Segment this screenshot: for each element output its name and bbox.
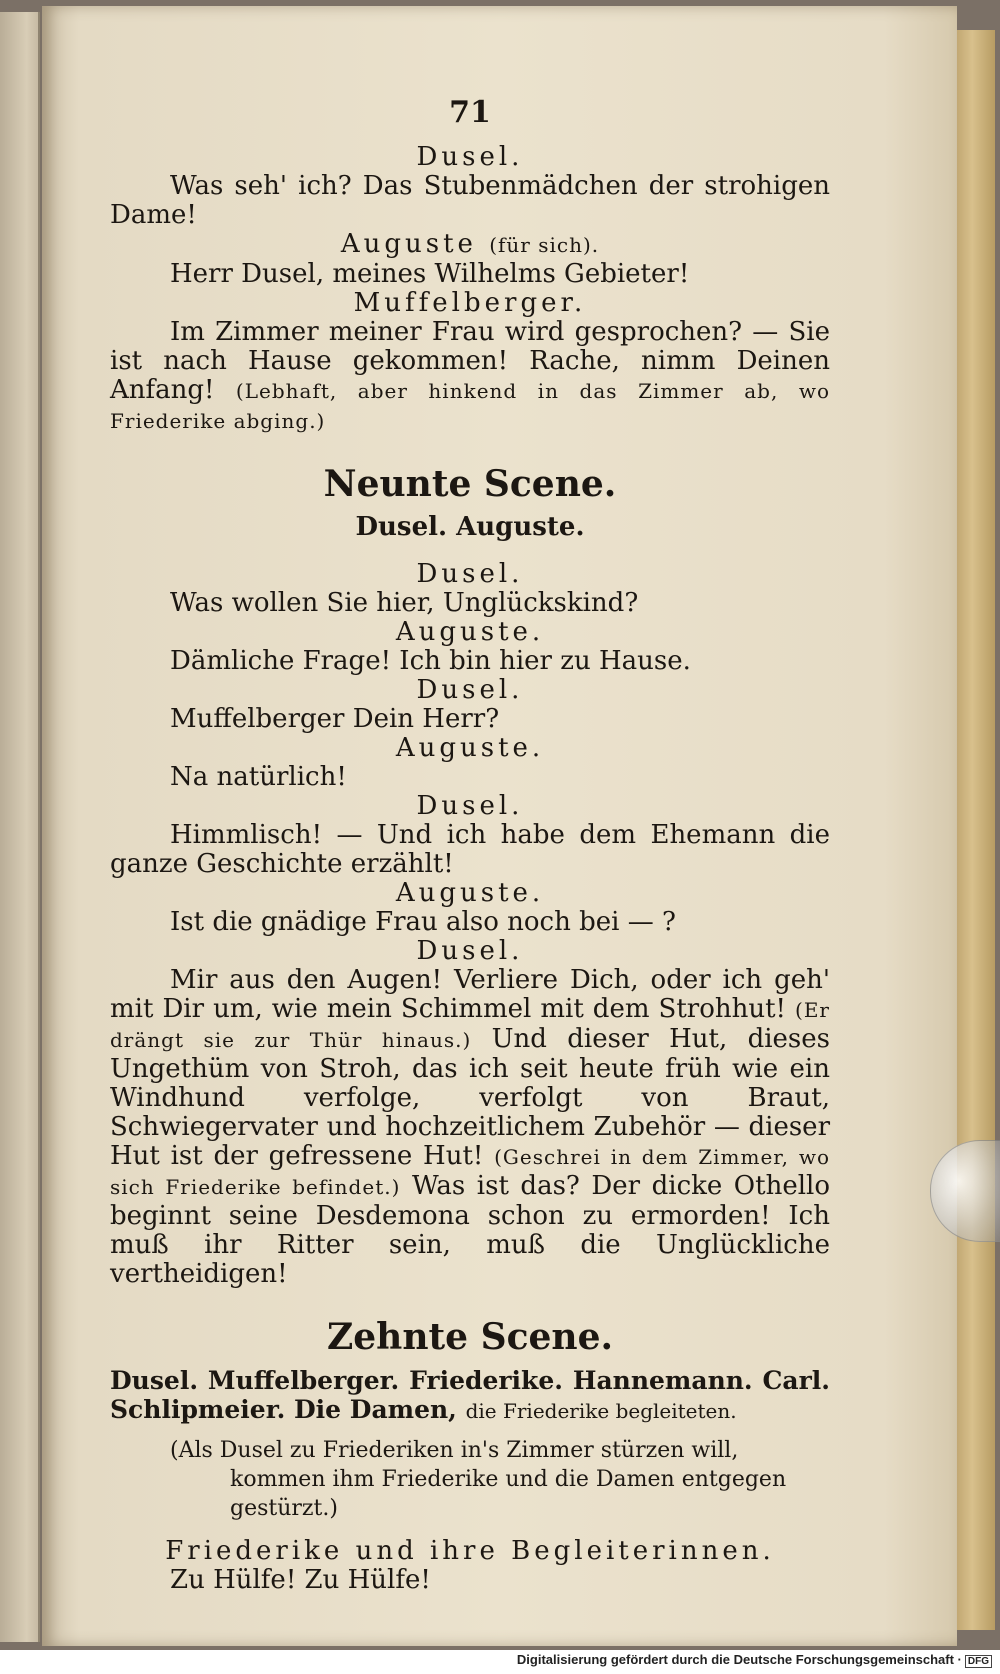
scene-heading: Neunte Scene. [323,463,617,505]
dfg-logo: DFG [965,1655,992,1668]
scene-heading: Zehnte Scene. [326,1316,614,1358]
speaker-auguste [110,230,830,260]
dialogue-line: Ist die gnädige Frau also noch bei — ? [170,907,676,937]
speaker: Friederike und ihre Begleiterinnen. [165,1536,775,1566]
previous-page-edge [0,12,40,1642]
dialogue-line: Himmlisch! — Und ich habe dem Ehemann die ganze Geschichte erzählt! [110,820,830,879]
speaker: Dusel. [416,559,524,589]
dialogue-line: Was seh' ich? Das Stubenmädchen der strohigen Dame! [110,171,830,230]
dialogue-text: Was ist das? Der dicke Othello beginnt seine Desdemona schon zu ermorden! Ich muß ihr Ritter sein, muß die Unglückliche vertheidigen! [110,1171,830,1289]
stage-direction: (Geschrei in dem Zimmer, wo sich Friederike befindet.) [110,1145,831,1199]
stage-direction: (Lebhaft, aber hinkend in das Zimmer ab, wo Friederike abging.) [110,379,830,433]
dialogue-line: Muffelberger Dein Herr? [170,704,500,734]
speaker: Auguste. [395,878,545,908]
stage-direction: (für sich). [489,233,600,257]
digitization-credit [517,1652,992,1667]
speaker-name: Auguste [340,229,477,259]
dialogue-line [110,966,830,1289]
cast-list: Dusel. Muffelberger. Friederike. Hannemann. Carl. Schlipmeier. Die Damen, [110,1366,830,1424]
book-page-edges [957,30,995,1630]
scene-cast: Dusel. Auguste. [355,512,585,542]
page-number: 71 [449,95,491,130]
page-text [110,80,830,1595]
speaker-dusel: Dusel. [416,142,524,172]
dialogue-text: Mir aus den Augen! Verliere Dich, oder ich geh' mit Dir um, wie mein Schimmel mit dem Strohhut! [110,965,830,1024]
dialogue-text: Und dieser Hut, dieses Ungethüm von Stroh, das ich seit heute früh wie ein Windhund verfolge, verfolgt von Braut, Schwiegervater und hochzeitlichem Zubehör — dieser Hut ist der gefressene Hut! [110,1024,830,1171]
dialogue-line: Herr Dusel, meines Wilhelms Gebieter! [170,259,690,289]
scene-dialogue [110,560,830,1289]
dialogue-line: Na natürlich! [170,762,347,792]
dialogue-line [110,318,830,436]
stage-direction: (Als Dusel zu Friederiken in's Zimmer stürzen will, kommen ihm Friederike und die Damen entgegen gestürzt.) [170,1438,787,1521]
speaker: Dusel. [416,675,524,705]
dialogue-text: Im Zimmer meiner Frau wird gesprochen? — Sie ist nach Hause gekommen! Rache, nimm Deinen Anfang! [110,317,830,405]
scene-cast [110,1366,830,1426]
credit-text: Digitalisierung gefördert durch die Deutsche Forschungsgemeinschaft · [516,1652,962,1667]
speaker: Auguste. [395,617,545,647]
speaker: Dusel. [416,936,524,966]
dialogue-line: Was wollen Sie hier, Unglückskind? [170,588,639,618]
cast-note: die Friederike begleiteten. [465,1399,737,1423]
dialogue-line: Dämliche Frage! Ich bin hier zu Hause. [170,646,691,676]
dialogue-line: Zu Hülfe! Zu Hülfe! [170,1565,431,1595]
speaker: Auguste. [395,733,545,763]
speaker-muffelberger: Muffelberger. [353,288,587,318]
stage-direction: (Er drängt sie zur Thür hinaus.) [110,998,830,1052]
speaker: Dusel. [416,791,524,821]
